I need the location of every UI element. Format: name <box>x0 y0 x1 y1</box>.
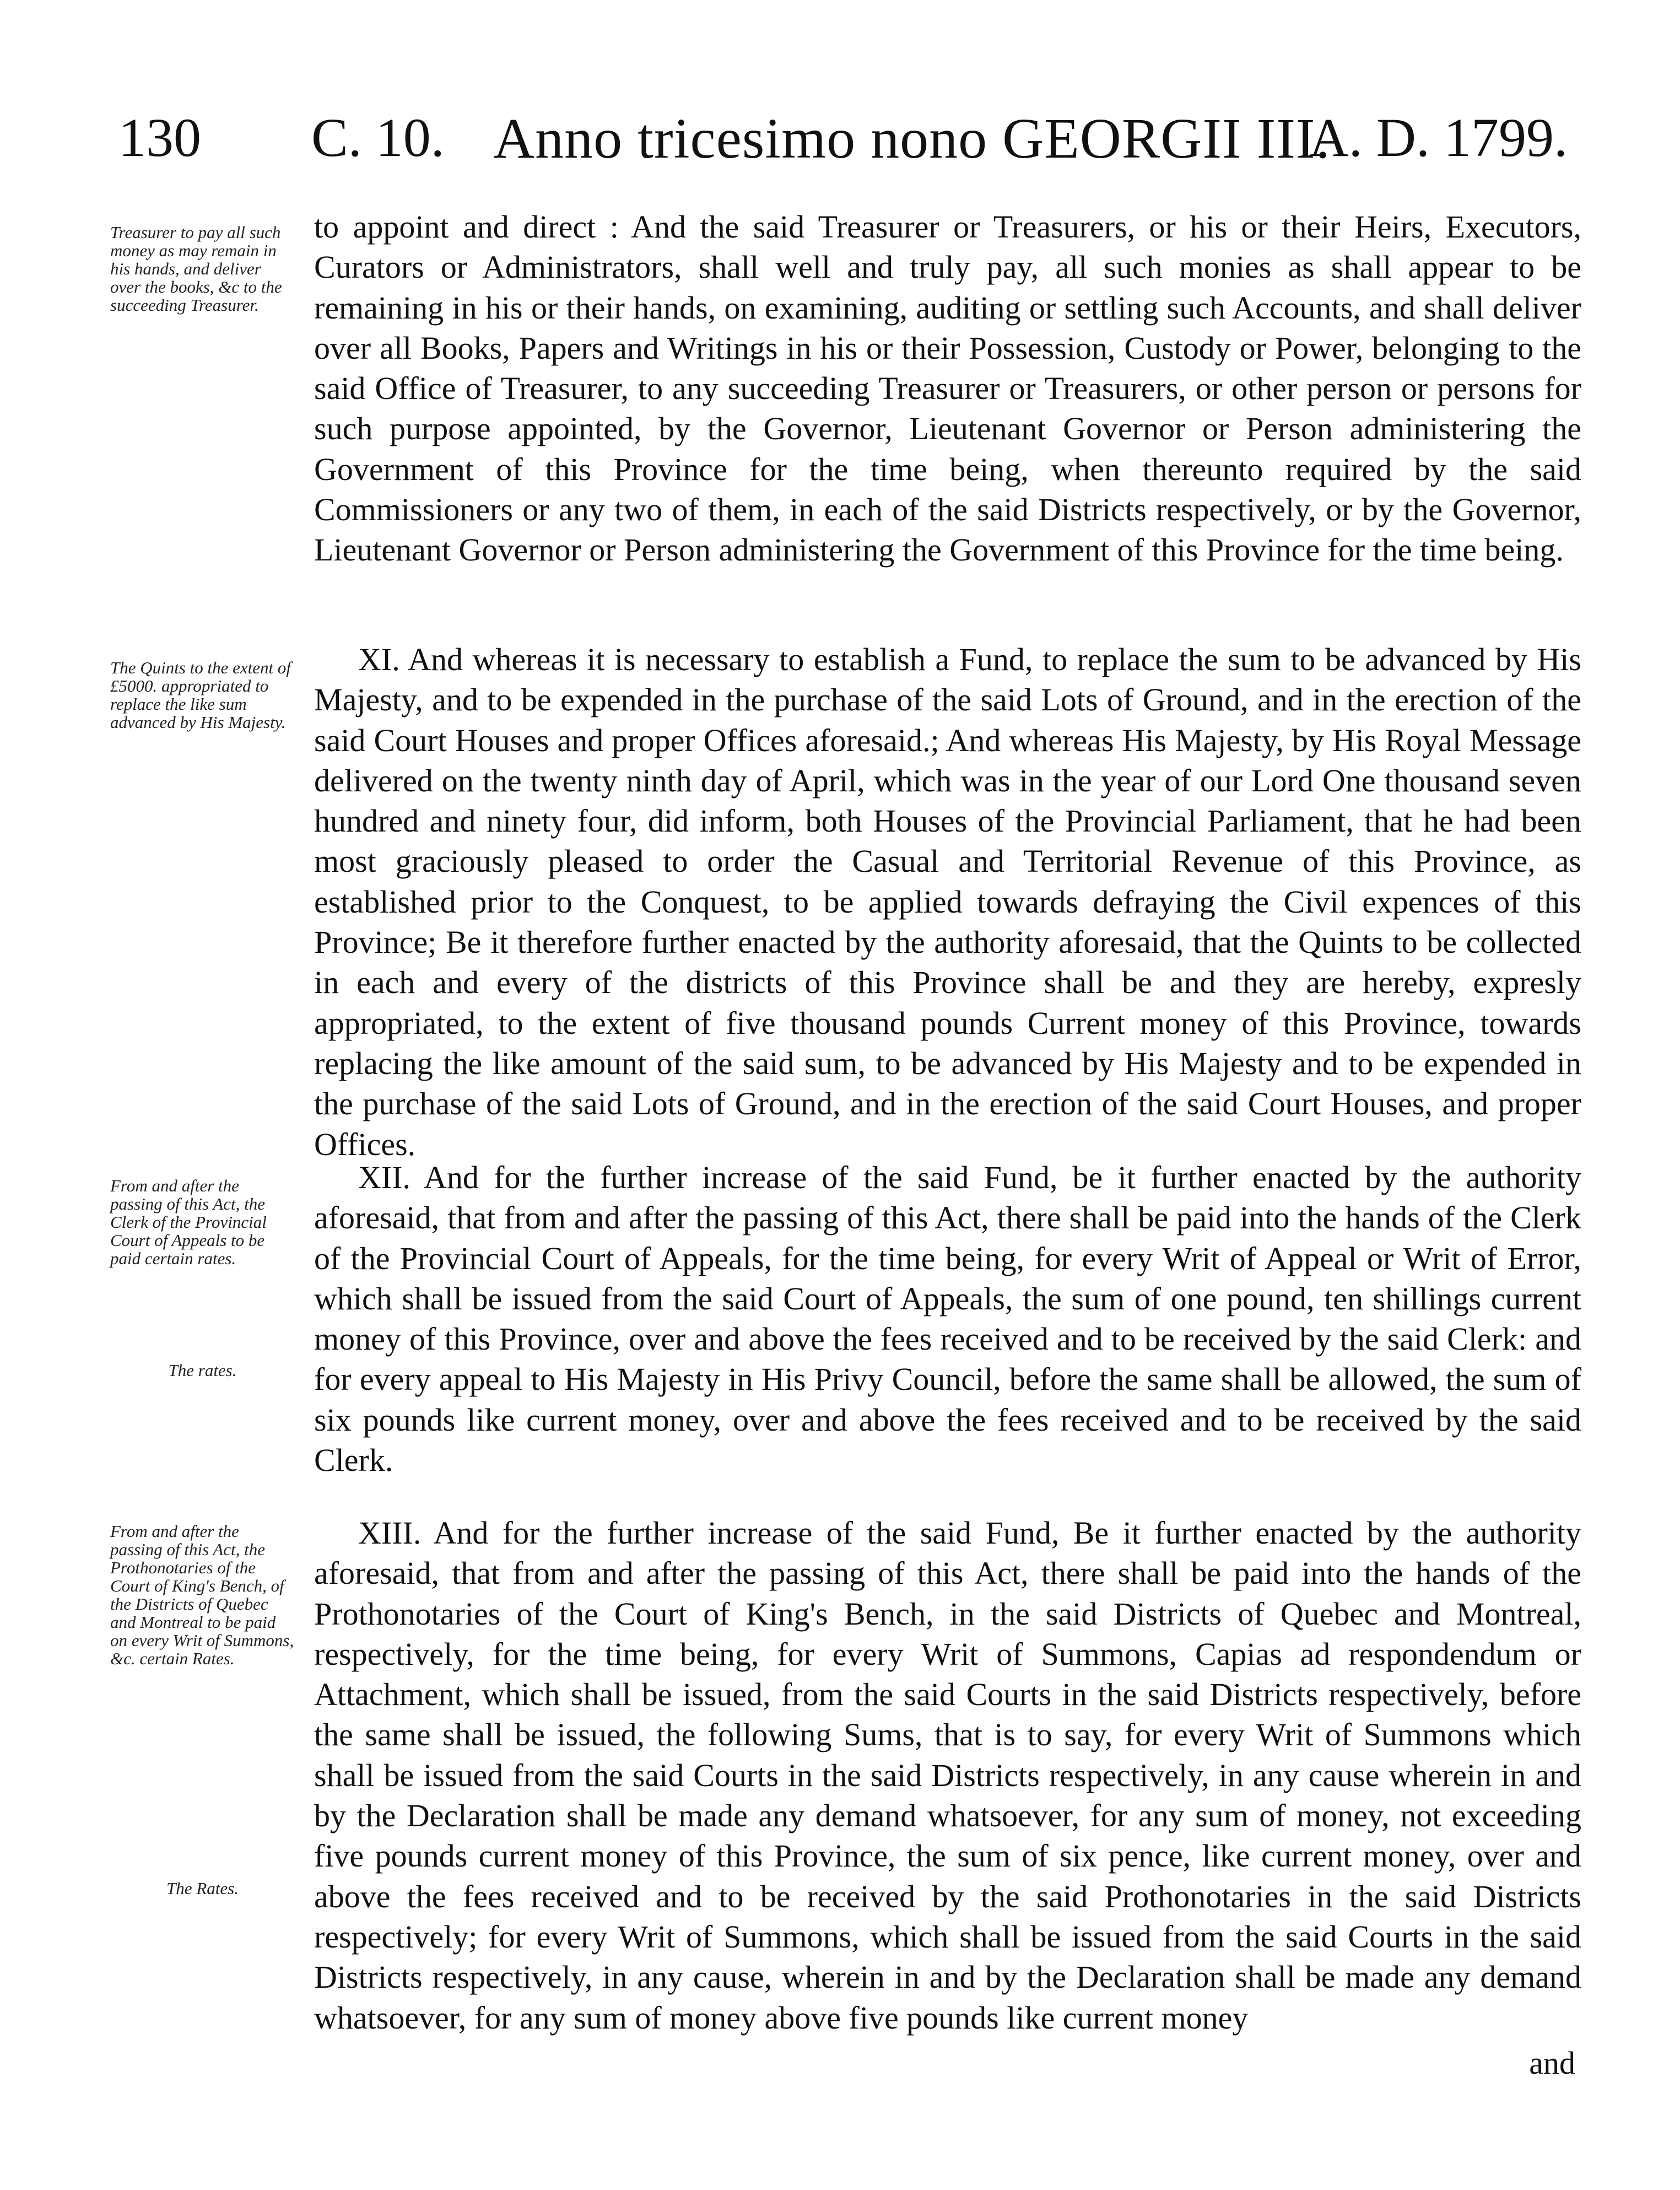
page-number: 130 <box>118 107 201 168</box>
chapter-number: C. 10. <box>311 107 445 168</box>
sidenote-clerk-appeals: From and after the passing of this Act, the Clerk of the Provincial Court of Appeals to be paid certain rates. <box>110 1176 267 1268</box>
section-xii: XII. And for the further increase of the said Fund, be it further enacted by the authority aforesaid, that from and after the passing of this Act, there shall be paid into the hands of the Clerk of the Provincial Court of Appeals, for the time being, for every Writ of Appeal or Writ of Error, which shall be issued from the said Court of Appeals, the sum of one pound, ten shillings current money of this Province, over and above the fees received and to be received by the said Clerk: and for every appeal to His Majesty in His Privy Council, before the same shall be allowed, the sum of six pounds like current money, over and above the fees received and to be received by the said Clerk. <box>314 1159 1581 1479</box>
running-header <box>118 107 1568 193</box>
sidenote-prothonotaries: From and after the passing of this Act, the Prothonotaries of the Court of King's Bench, of the Districts of Quebec and Montreal to be paid on every Writ of Summons, &c. certain Rates. <box>110 1522 294 1668</box>
section-xiii: XIII. And for the further increase of the said Fund, Be it further enacted by the authority aforesaid, that from and after the passing of this Act, there shall be paid into the hands of the Prothonotaries of the Court of King's Bench, in the said Districts of Quebec and Montreal, respectively, for the time being, for every Writ of Summons, Capias ad respondendum or Attachment, which shall be issued, from the said Courts in the said Districts respectively, before the same shall be issued, the following Sums, that is to say, for every Writ of Summons which shall be issued from the said Courts in the said Districts respectively, in any cause wherein in and by the Declaration shall be made any demand whatsoever, for any sum of money, not exceeding five pounds current money of this Province, the sum of six pence, like current money, over and above the fees received and to be received by the said Prothonotaries in the said Districts respectively; for every Writ of Summons, which shall be issued from the said Courts in the said Districts respectively, in any cause, wherein in and by the Declaration shall be made any demand whatsoever, for any sum of money above five pounds like current money <box>314 1515 1581 2036</box>
sidenote-treasurer: Treasurer to pay all such money as may remain in his hands, and deliver over the books, &c to the succeeding Treasurer. <box>110 223 282 315</box>
sidenote-quints: The Quints to the extent of £5000. appropriated to replace the like sum advanced by His Majesty. <box>110 658 291 732</box>
sidenote-rates-2: The Rates. <box>166 1879 239 1898</box>
section-xi: XI. And whereas it is necessary to establish a Fund, to replace the sum to be advanced by His Majesty, and to be expended in the purchase of the said Lots of Ground, and in the erection of the said Court Houses and proper Offices aforesaid.; And whereas His Majesty, by His Royal Message delivered on the twenty ninth day of April, which was in the year of our Lord One thousand seven hundred and ninety four, did inform, both Houses of the Provincial Parliament, that he had been most graciously pleased to order the Casual and Territorial Revenue of this Province, as established prior to the Conquest, to be applied towards defraying the Civil expences of this Province; Be it therefore further enacted by the authority aforesaid, that the Quints to be collected in each and every of the districts of this Province shall be and they are hereby, expresly appropriated, to the extent of five thousand pounds Current money of this Province, towards replacing the like amount of the said sum, to be advanced by His Majesty and to be expended in the purchase of the said Lots of Ground, and in the erection of the said Court Houses, and proper Offices. <box>314 641 1581 1162</box>
sidenote-rates-1: The rates. <box>168 1361 237 1380</box>
statute-title: Anno tricesimo nono GEORGII III. <box>493 107 1331 170</box>
catchword: and <box>1529 2045 1575 2081</box>
paragraph-continuation: to appoint and direct : And the said Treasurer or Treasurers, or his or their Heirs, Executors, Curators or Administrators, shall well and truly pay, all such monies as shall appear to be remaining in his or their hands, on examining, auditing or settling such Accounts, and shall deliver over all Books, Papers and Writings in his or their Possession, Custody or Power, belonging to the said Office of Treasurer, to any succeeding Treasurer or Treasurers, or other person or persons for such purpose appointed, by the Governor, Lieutenant Governor or Person administering the Government of this Province for the time being, when thereunto required by the said Commissioners or any two of them, in each of the said Districts respectively, or by the Governor, Lieutenant Governor or Person administering the Government of this Province for the time being. <box>314 209 1581 568</box>
statute-year: A. D. 1799. <box>1309 107 1568 168</box>
